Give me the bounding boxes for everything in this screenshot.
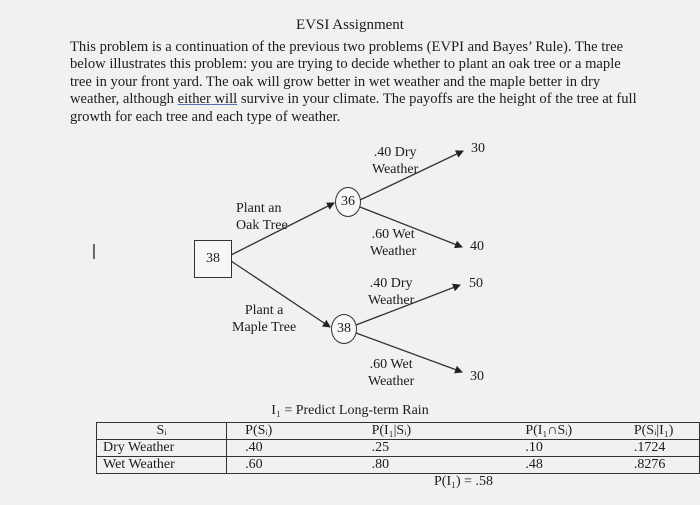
cell-state: Wet Weather [97,457,227,474]
cell-posterior: .1724 [614,440,700,457]
oak-label-line2: Oak Tree [236,218,288,233]
payoff-oak-dry: 30 [471,141,485,156]
cell-joint: .10 [503,440,614,457]
payoff-oak-wet: 40 [470,239,484,254]
oak-dry-prob-label [372,144,418,178]
maple-wet-prob-label [368,356,414,390]
maple-wet-line2: Weather [368,374,415,389]
description-text-end: survive in your climate. The payoffs are the height of the tree at full growth for each tree and each type of weather. [70,91,637,125]
cell-posterior: .8276 [614,457,700,474]
table-header-row [97,423,700,440]
table-row [97,457,700,474]
header-state: Sᵢ [97,423,227,440]
text-cursor-icon: I [91,240,97,264]
description-text-start: This problem is a continuation of the previous two problems (EVPI and Bayes’ Rule). The tree below illustrates this problem: you are trying to decide whether to plant an oak tree or a maple tree in your front yard. The oak will grow better in wet weather and the maple better in dry weather, although [70,39,624,108]
oak-wet-prob-label [370,226,416,260]
cell-prior: .60 [227,457,346,474]
header-prior: P(Sᵢ) [227,423,346,440]
payoff-maple-dry: 50 [469,276,483,291]
marginal-probability: P(I₁) = .58 [434,474,494,489]
maple-dry-line1: .40 Dry [369,276,413,291]
oak-branch-label [236,200,288,234]
payoff-maple-wet: 30 [470,369,484,384]
header-likelihood: P(I₁|Sᵢ) [346,423,504,440]
maple-label-line1: Plant a [244,303,284,318]
cell-likelihood: .25 [346,440,504,457]
oak-dry-line1: .40 Dry [373,145,417,160]
indicator-label: I₁ = Predict Long-term Rain [271,403,429,418]
maple-chance-node: 38 [331,314,357,344]
oak-wet-line2: Weather [370,244,417,259]
underlined-phrase: either will [177,91,238,108]
cell-likelihood: .80 [346,457,504,474]
maple-label-line2: Maple Tree [232,320,297,335]
cell-state: Dry Weather [97,440,227,457]
table-row [97,440,700,457]
maple-dry-prob-label [368,275,414,309]
bayes-table [96,422,700,474]
decision-node: 38 [194,240,232,278]
oak-label-line1: Plant an [236,201,282,216]
header-joint: P(I₁∩Sᵢ) [503,423,614,440]
maple-wet-line1: .60 Wet [369,357,413,372]
header-posterior: P(Sᵢ|I₁) [614,423,700,440]
oak-chance-node: 36 [335,187,361,217]
maple-dry-line2: Weather [368,293,415,308]
oak-dry-line2: Weather [372,162,419,177]
cell-joint: .48 [503,457,614,474]
maple-branch-label [232,302,296,336]
oak-wet-line1: .60 Wet [371,227,415,242]
assignment-title: EVSI Assignment [296,17,404,33]
cell-prior: .40 [227,440,346,457]
